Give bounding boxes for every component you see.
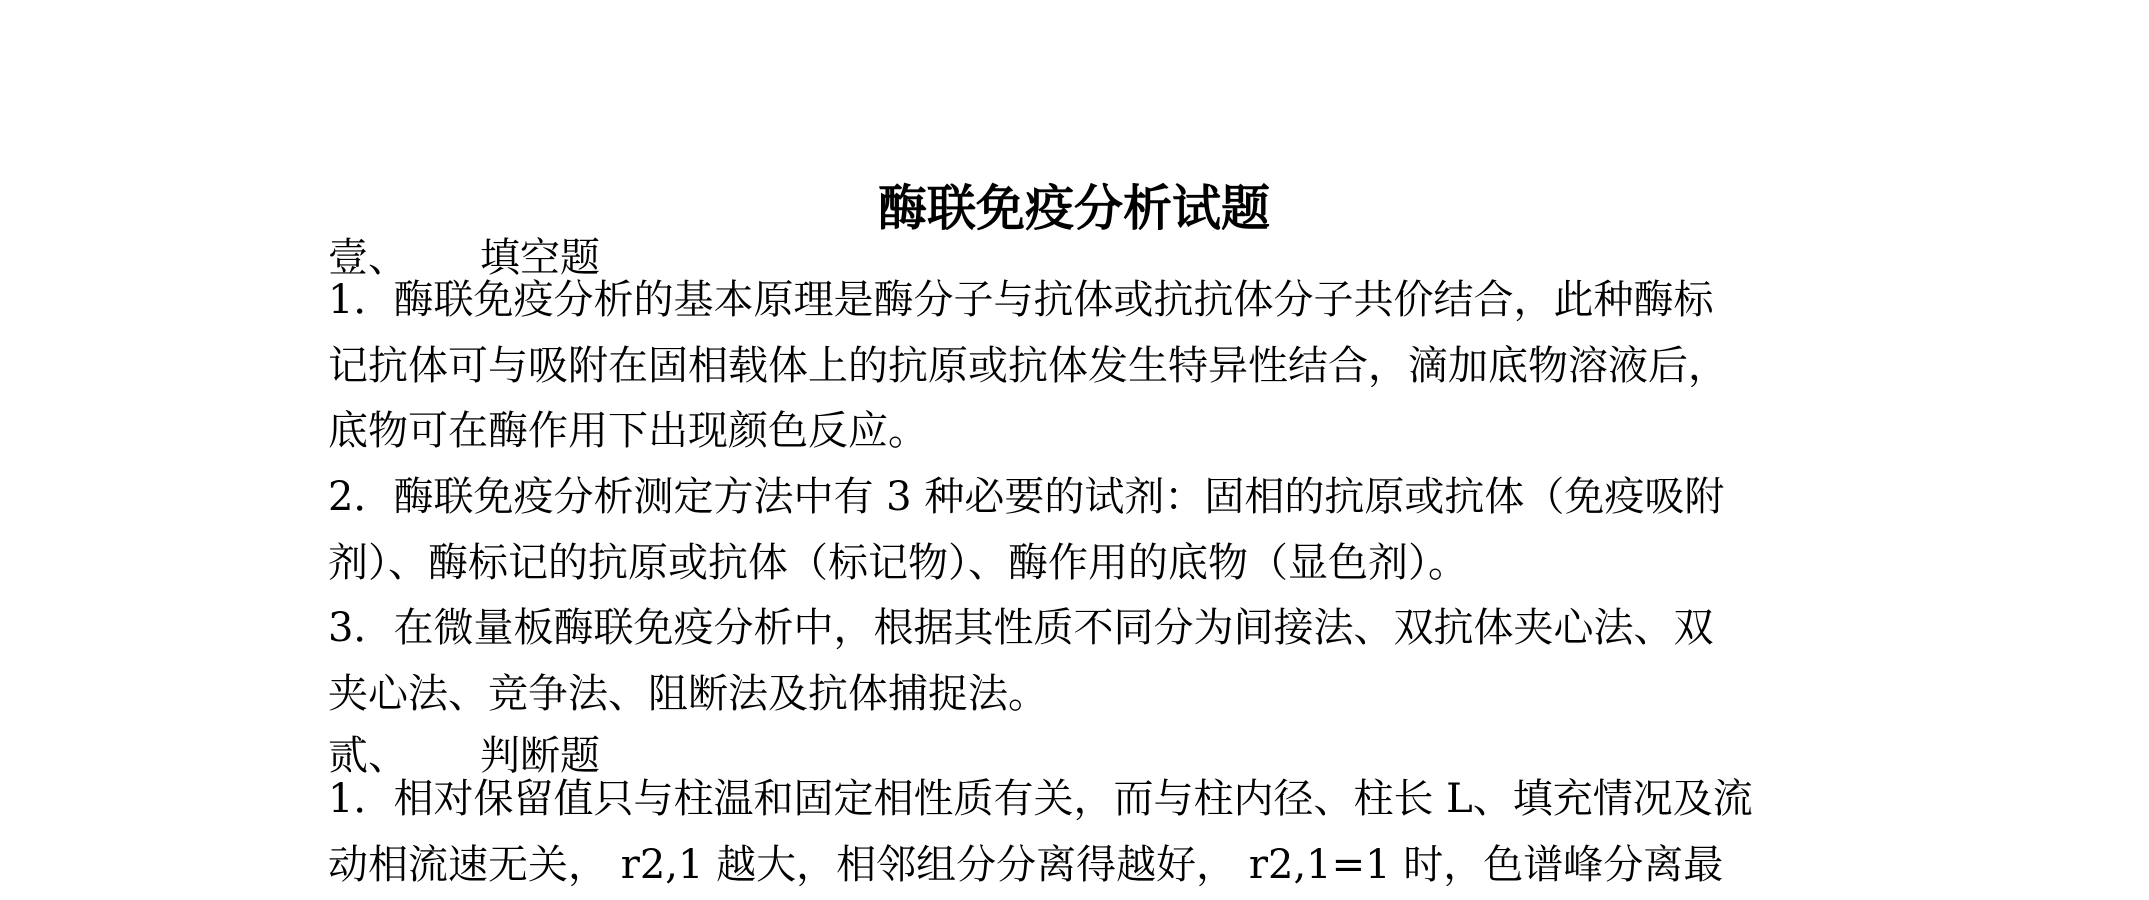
section-number: 壹、 <box>328 235 408 281</box>
paragraph-line: 底物可在酶作用下出现颜色反应。 <box>328 408 928 454</box>
paragraph-line: 3．在微量板酶联免疫分析中，根据其性质不同分为间接法、双抗体夹心法、双 <box>328 605 1714 651</box>
paragraph-line: 剂）、酶标记的抗原或抗体（标记物）、酶作用的底物（显色剂）。 <box>328 540 1468 586</box>
section-title: 填空题 <box>480 235 600 281</box>
paragraph-line: 记抗体可与吸附在固相载体上的抗原或抗体发生特异性结合，滴加底物溶液后， <box>328 343 1728 389</box>
paragraph-line: 夹心法、竞争法、阻断法及抗体捕捉法。 <box>328 671 1048 717</box>
document-title: 酶联免疫分析试题 <box>878 179 1271 237</box>
section-title: 判断题 <box>480 733 600 779</box>
section-number: 贰、 <box>328 733 408 779</box>
paragraph-line: 1．相对保留值只与柱温和固定相性质有关，而与柱内径、柱长 L、填充情况及流 <box>328 776 1753 822</box>
paragraph-line: 动相流速无关， r2,1 越大，相邻组分分离得越好， r2,1=1 时，色谱峰分离最 <box>328 842 1724 888</box>
paragraph-line: 2．酶联免疫分析测定方法中有 3 种必要的试剂：固相的抗原或抗体（免疫吸附 <box>328 474 1725 520</box>
paragraph-line: 1．酶联免疫分析的基本原理是酶分子与抗体或抗抗体分子共价结合，此种酶标 <box>328 277 1714 323</box>
